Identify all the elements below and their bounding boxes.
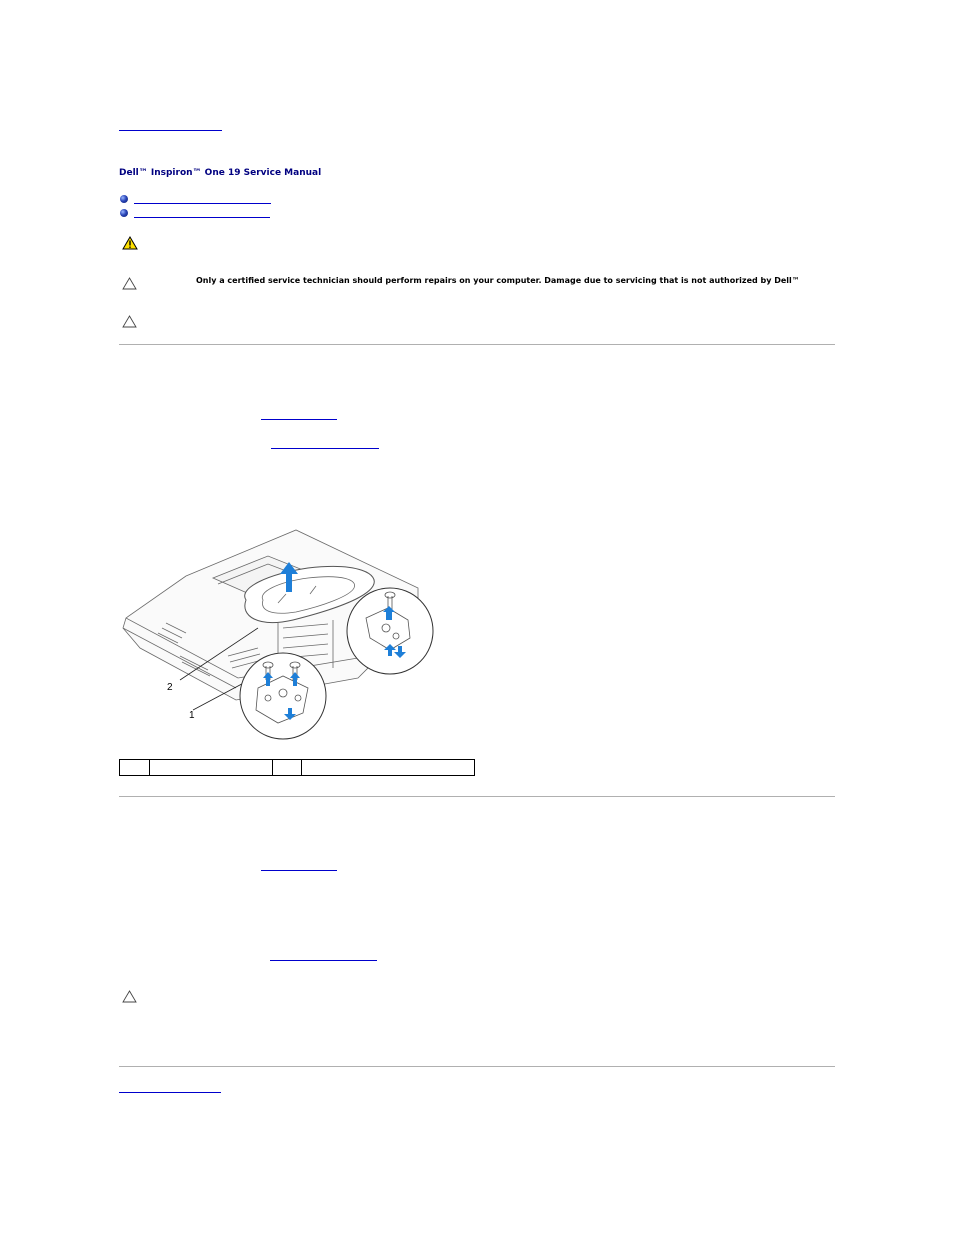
bullet-icon bbox=[120, 209, 128, 217]
step-link[interactable] bbox=[271, 448, 379, 449]
step-link[interactable] bbox=[261, 419, 337, 420]
bullet-icon bbox=[120, 195, 128, 203]
table-cell bbox=[120, 760, 150, 775]
caution-triangle-icon bbox=[122, 315, 137, 328]
toc-link-1[interactable] bbox=[134, 203, 271, 204]
section-divider bbox=[119, 344, 835, 345]
figure-callout-1: 1 bbox=[189, 710, 195, 721]
table-cell bbox=[273, 760, 302, 775]
section-divider bbox=[119, 1066, 835, 1067]
stand-removal-illustration bbox=[118, 528, 438, 744]
parts-table bbox=[119, 759, 475, 776]
caution-triangle-icon bbox=[122, 990, 137, 1003]
step-link[interactable] bbox=[270, 960, 377, 961]
table-cell bbox=[150, 760, 273, 775]
caution-text: Only a certified service technician should perform repairs on your computer. Damage due to servicing that is not authorized by Dell™ bbox=[196, 276, 800, 285]
top-back-link[interactable] bbox=[119, 130, 222, 131]
table-cell bbox=[302, 760, 474, 775]
caution-triangle-icon bbox=[122, 277, 137, 290]
bottom-back-link[interactable] bbox=[119, 1092, 221, 1093]
figure-callout-2: 2 bbox=[167, 682, 173, 693]
section-divider bbox=[119, 796, 835, 797]
warning-triangle-icon bbox=[122, 236, 138, 250]
toc-link-2[interactable] bbox=[134, 217, 270, 218]
step-link[interactable] bbox=[261, 870, 337, 871]
manual-title: Dell™ Inspiron™ One 19 Service Manual bbox=[119, 168, 322, 178]
